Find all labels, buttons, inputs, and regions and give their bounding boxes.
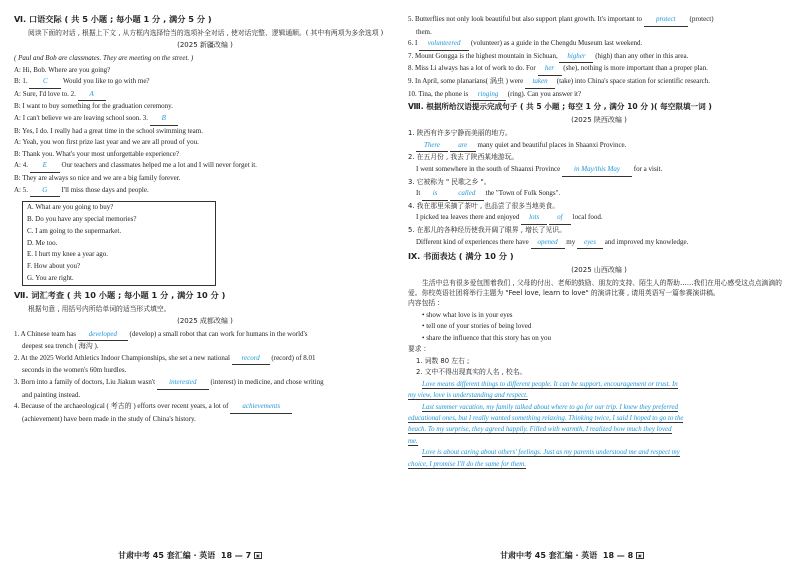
essay-line: choice, I promise I'll do the same for them.	[408, 460, 526, 468]
answer-blank: A	[78, 89, 106, 102]
content-bullet: • share the influence that this story has on you	[422, 333, 552, 342]
section-7-instructions: 根据句意 , 用括号内所给单词的适当形式填空。	[28, 304, 171, 313]
question-5-cont: them.	[416, 27, 432, 36]
dialog-line: A: Sure, I'd love to. 2. A	[14, 89, 396, 102]
footer-title: 甘肃中考 45 套汇编 · 英语	[118, 551, 216, 560]
requirement-item: 1. 词数 80 左右 ;	[416, 356, 470, 365]
sentence-1-chinese: 1. 陕西有许多宁静而美丽的地方。	[408, 129, 512, 138]
question-2-cont: seconds in the women's 60m hurdles.	[22, 366, 127, 375]
answer-blank: ringing	[470, 89, 506, 102]
essay-line: me.	[408, 437, 418, 445]
question-1-cont: deepest sea trench ( 海沟 ).	[22, 342, 99, 351]
content-label: 内容包括 :	[408, 299, 440, 308]
question-4-cont: (achievement) have been made in the study of China's history.	[22, 414, 196, 423]
answer-blank: higher	[559, 51, 593, 64]
sentence-3-chinese: 3. 它被称为 " 民歌之乡 "。	[408, 177, 491, 186]
dialog-line: B: Yes, I do. I really had a great time in the school swimming team.	[14, 126, 203, 135]
publisher-logo-icon: ▣	[255, 553, 260, 558]
options-box	[22, 201, 216, 286]
page-number: 18 — 7	[220, 551, 252, 560]
answer-blank: opened	[531, 237, 565, 250]
essay-line: Last summer vacation, my family talked about where to go for our trip. I knew they preferred	[422, 403, 679, 411]
answer-blank: There	[416, 140, 448, 153]
sentence-4-chinese: 4. 我在那里采摘了茶叶 , 也品尝了很多当地美食。	[408, 201, 560, 210]
section-6-title: Ⅵ. 口语交际 ( 共 5 小题 ; 每小题 1 分 , 满分 5 分 )	[14, 14, 212, 24]
answer-blank: lots	[521, 212, 547, 225]
section-9-source: (2025 山西改编 )	[571, 266, 627, 275]
sentence-2-chinese: 2. 在五月份 , 我去了陕西某地游玩。	[408, 153, 519, 162]
answer-blank: protect	[644, 14, 688, 27]
answer-blank: of	[549, 212, 571, 225]
question-3: 3. Born into a family of doctors, Liu Jiakun wasn't interested (interest) in medicine, and chose writing	[14, 377, 396, 390]
dialog-line: A: 4. E Our teachers and classmates helped me a lot and I will never forget it.	[14, 160, 396, 173]
essay-line: educational ones, but I really wanted something relaxing. Thinking twice, I said I hoped to go to the	[408, 414, 684, 422]
dialog-line: A: 5. G I'll miss those days and people.	[14, 185, 396, 198]
answer-blank: record	[232, 353, 270, 366]
answer-blank: in May/this May	[562, 164, 632, 177]
content-bullet: • show what love is in your eyes	[422, 310, 513, 319]
section-8-source: (2025 陕西改编 )	[571, 116, 627, 125]
question-4: 4. Because of the archaeological ( 考古的 ) efforts over recent years, a lot of achievements	[14, 401, 396, 414]
requirements-label: 要求 :	[408, 344, 427, 353]
requirement-item: 2. 文中不得出现真实的人名 , 校名。	[416, 368, 527, 377]
sentence-5-chinese: 5. 在那儿的各种经历使我开阔了眼界 , 增长了见识。	[408, 225, 566, 234]
answer-blank: called	[450, 188, 484, 201]
sentence-2: I went somewhere in the south of Shaanxi Province in May/this May for a visit.	[408, 164, 790, 177]
section-8-title: Ⅷ. 根据所给汉语提示完成句子 ( 共 5 小题 ; 每空 1 分 , 满分 10 分 )( 每空限填一词 )	[408, 102, 712, 112]
page-number: 18 — 8	[602, 551, 634, 560]
publisher-logo-icon: ▣	[637, 553, 642, 558]
section-6-instructions: 阅读下面的对话 , 根据上下文 , 从方框内选择恰当的选项补全对话 , 使对话完整、逻辑通顺。( 其中有两项为多余选项 )	[28, 29, 384, 37]
option-item: F. How about you?	[27, 262, 81, 271]
answer-blank: interested	[157, 377, 209, 390]
option-item: B. Do you have any special memories?	[27, 214, 137, 223]
dialog-context: ( Paul and Bob are classmates. They are meeting on the street. )	[14, 54, 194, 62]
answer-blank: is	[422, 188, 448, 201]
answer-blank: taken	[525, 76, 555, 89]
answer-blank: developed	[78, 329, 128, 342]
dialog-line: B: Thank you. What's your most unforgettable experience?	[14, 149, 179, 158]
essay-line: my view, love is understanding and respect.	[408, 392, 528, 400]
dialog-line: B: I want to buy something for the graduation ceremony.	[14, 102, 173, 111]
option-item: E. I hurt my knee a year ago.	[27, 250, 109, 259]
answer-blank: G	[30, 185, 60, 198]
essay-line: Love is about caring about others' feelings. Just as my parents understood me and respect my	[422, 449, 680, 457]
content-bullet: • tell one of your stories of being loved	[422, 322, 532, 331]
option-item: C. I am going to the supermarket.	[27, 226, 122, 235]
essay-line: beach. To my surprise, they agreed happily. Filled with warmth, I realized how much they loved	[408, 426, 672, 434]
answer-blank: her	[538, 63, 562, 76]
left-footer	[118, 550, 262, 561]
question-8: 8. Miss Li always has a lot of work to do. For her (she), nothing is more important than a proper plan.	[408, 63, 790, 76]
answer-blank: achievements	[230, 401, 292, 414]
dialog-line: A: I can't believe we are leaving school soon. 3. B	[14, 113, 396, 126]
option-item: A. What are you going to buy?	[27, 203, 114, 212]
sentence-1: There are many quiet and beautiful places in Shaanxi Province.	[408, 140, 790, 153]
section-7-source: (2025 成都改编 )	[177, 316, 233, 325]
question-5: 5. Butterflies not only look beautiful but also support plant growth. It's important to protect (protect)	[408, 14, 790, 27]
dialog-line: B: 1. C Would you like to go with me?	[14, 76, 396, 89]
answer-blank: B	[150, 113, 178, 126]
answer-blank: C	[29, 76, 61, 89]
option-item: G. You are right.	[27, 273, 74, 282]
section-6-source: (2025 新疆改编 )	[177, 41, 233, 49]
question-7: 7. Mount Gongga is the highest mountain in Sichuan, higher (high) than any other in this area.	[408, 51, 790, 64]
answer-blank: volunteered	[419, 38, 469, 51]
essay-answer	[408, 379, 790, 470]
essay-line: Love means different things to different people. It can be support, encouragement or trust. In	[422, 380, 678, 388]
question-9: 9. In April, some planarians( 涡虫 ) were taken (take) into China's space station for scientific research.	[408, 76, 790, 89]
sentence-4: I picked tea leaves there and enjoyed lots of local food.	[408, 212, 790, 225]
question-2: 2. At the 2025 World Athletics Indoor Championships, she set a new national record (record) of 8.01	[14, 353, 396, 366]
right-footer	[500, 550, 644, 561]
right-column	[408, 14, 790, 550]
dialog-line: B: They are always so nice and we are a big family forever.	[14, 173, 181, 182]
section-7-title: Ⅶ. 词汇考查 ( 共 10 小题 ; 每小题 1 分 , 满分 10 分 )	[14, 289, 226, 300]
question-1: 1. A Chinese team has developed (develop) a small robot that can work for humans in the world's	[14, 329, 396, 342]
question-6: 6. I volunteered (volunteer) as a guide in the Chengdu Museum last weekend.	[408, 38, 790, 51]
section-9-title: Ⅸ. 书面表达 ( 满分 10 分 )	[408, 251, 514, 262]
question-3-cont: and painting instead.	[22, 390, 81, 399]
dialog-line: A: Yeah, you won first prize last year and we are all proud of you.	[14, 138, 199, 147]
question-10: 10. Tina, the phone is ringing (ring). Can you answer it?	[408, 89, 790, 102]
left-column	[14, 14, 396, 550]
option-item: D. Me too.	[27, 238, 58, 247]
dialog-line: A: Hi, Bob. Where are you going?	[14, 65, 111, 74]
sentence-5: Different kind of experiences there have opened my eyes and improved my knowledge.	[408, 237, 790, 250]
answer-blank: eyes	[577, 237, 603, 250]
sentence-3: It is called the "Town of Folk Songs".	[408, 188, 790, 201]
answer-blank: E	[30, 160, 60, 173]
section-9-instructions: 生活中总有很多爱包围着我们 , 父母的付出、老师的鼓励、朋友的支持、陌生人的帮助……我们在用心感受这点点滴滴的爱。你校英语社团将举行主题为 "Feel love, learn to love" 的演讲比赛 , 请用英语写一篇参赛演讲稿。	[408, 279, 782, 298]
footer-title: 甘肃中考 45 套汇编 · 英语	[500, 551, 598, 560]
answer-blank: are	[450, 140, 476, 153]
